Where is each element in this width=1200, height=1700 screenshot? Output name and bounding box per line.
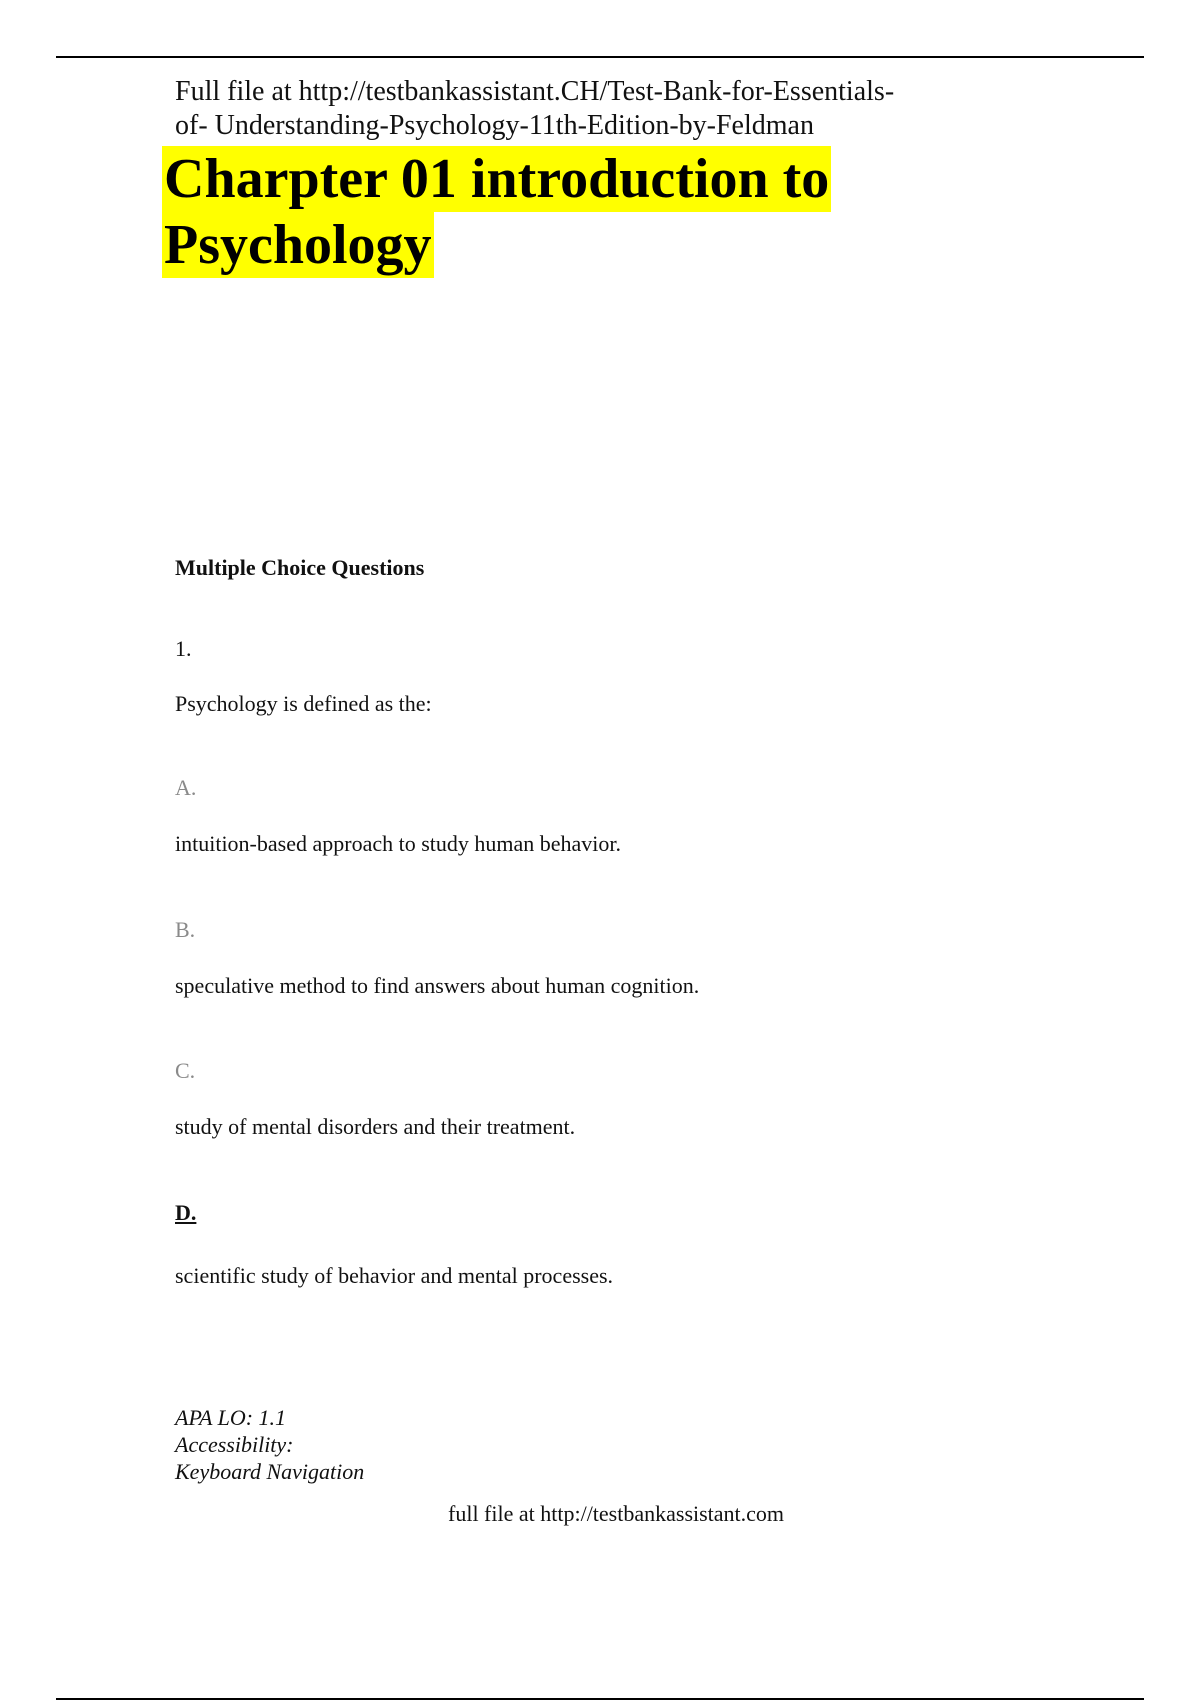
choice-b-text: speculative method to find answers about human cognition. <box>175 973 700 998</box>
question-number: 1. <box>175 636 192 661</box>
choice-a-text: intuition-based approach to study human behavior. <box>175 831 622 856</box>
choice-a-letter: A. <box>175 775 197 800</box>
choice-d-text: scientific study of behavior and mental processes. <box>175 1263 614 1288</box>
choice-b-letter: B. <box>175 917 196 942</box>
section-heading: Multiple Choice Questions <box>175 555 425 580</box>
footer-link: full file at http://testbankassistant.com <box>448 1501 785 1526</box>
title-line-1: Charpter 01 introduction to <box>164 148 830 210</box>
accessibility-label: Accessibility: <box>175 1432 294 1457</box>
keyboard-navigation: Keyboard Navigation <box>175 1459 365 1484</box>
choice-c-letter: C. <box>175 1058 196 1083</box>
question-stem: Psychology is defined as the: <box>175 691 432 716</box>
choice-c-text: study of mental disorders and their treatment. <box>175 1114 576 1139</box>
apa-lo: APA LO: 1.1 <box>175 1405 287 1430</box>
top-rule <box>56 56 1144 58</box>
title-line-2: Psychology <box>164 214 432 276</box>
choice-d-letter-correct: D. <box>175 1200 197 1225</box>
header-line-2: of- Understanding-Psychology-11th-Edition-by-Feldman <box>175 110 814 141</box>
header-line-1: Full file at http://testbankassistant.CH/Test-Bank-for-Essentials- <box>175 76 895 107</box>
